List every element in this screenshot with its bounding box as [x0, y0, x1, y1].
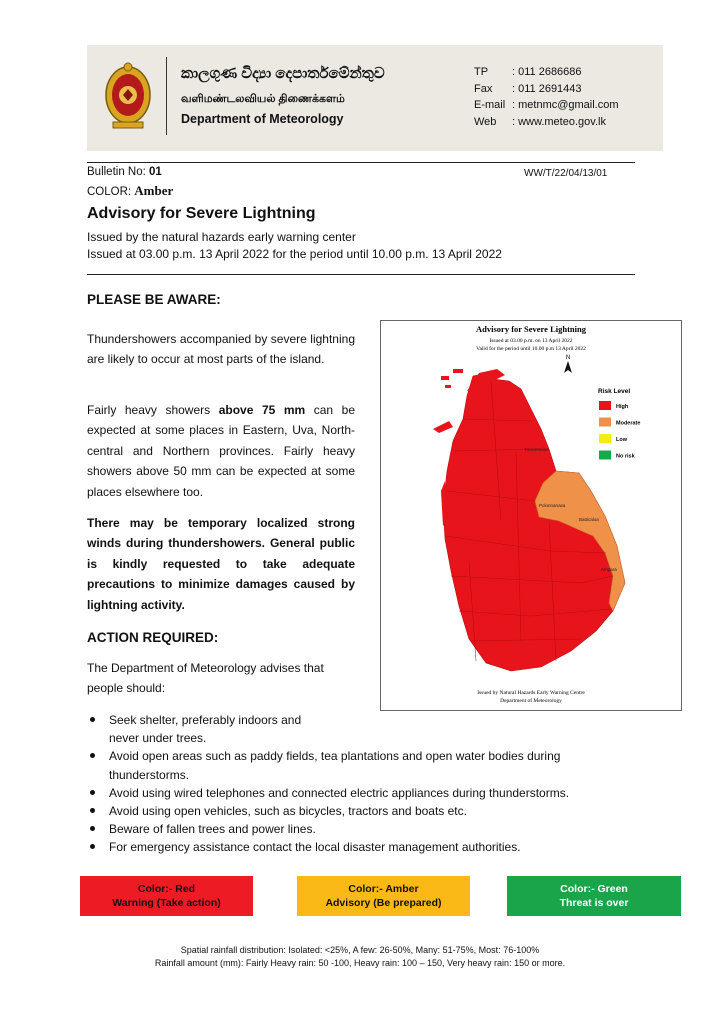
map-issued: Issued at 03.00 p.m. on 13 April 2022	[489, 338, 573, 344]
list-item: Avoid open areas such as paddy fields, tea plantations and open water bodies during	[87, 747, 647, 765]
footer-amounts: Rainfall amount (mm): Fairly Heavy rain: 50 -100, Heavy rain: 100 – 150, Very heavy rain: 150 or more.	[154, 958, 566, 968]
map-island	[453, 369, 463, 373]
sri-lanka-emblem-icon	[103, 59, 153, 133]
map-footer-2: Department of Meteorology	[500, 698, 562, 704]
list-item: Seek shelter, preferably indoors and	[87, 711, 647, 729]
action-list	[87, 711, 647, 857]
action-heading: ACTION REQUIRED:	[87, 630, 219, 645]
north-arrow-icon	[564, 355, 572, 373]
department-name-english: Department of Meteorology	[181, 112, 344, 126]
header-divider	[166, 57, 167, 135]
paragraph-heavy-showers: Fairly heavy showers above 75 mm can be expected at some places in Eastern, Uva, North-central and Northern provinces. Fairly heavy showers above 50 mm can be expected at some places elsewhere too.	[87, 403, 355, 499]
district-label: Trincomalee	[524, 447, 549, 452]
department-name-sinhala: කාලගුණ විද්‍යා දෙපාර්තමේන්තුව	[181, 65, 385, 82]
divider-top	[87, 162, 635, 163]
risk-swatch-no-risk	[599, 451, 611, 460]
risk-swatch-moderate	[599, 418, 611, 427]
district-label: Polonnaruwa	[539, 503, 566, 508]
risk-label: Moderate	[616, 420, 641, 427]
risk-legend-heading: Risk Level	[598, 388, 631, 395]
aware-heading: PLEASE BE AWARE:	[87, 292, 221, 307]
map-island	[441, 376, 449, 380]
paragraph-strong-winds: There may be temporary localized strong winds during thundershowers. General public is kindly requested to take adequate precautions to minimize damages caused by lightning activity.	[87, 516, 355, 612]
paragraph-advice: The Department of Meteorology advises that people should:	[87, 661, 324, 696]
map-mannar-region	[433, 421, 453, 433]
risk-label: High	[616, 404, 629, 410]
contact-phone: TP : 011 2686686	[474, 66, 582, 78]
risk-legend	[599, 401, 640, 460]
bulletin-color: COLOR: Amber	[87, 183, 174, 198]
sri-lanka-risk-map	[381, 321, 681, 710]
legend-green-over: Color:- Green Threat is over	[507, 876, 681, 916]
list-item: Avoid using open vehicles, such as bicycles, tractors and boats etc.	[87, 802, 647, 820]
map-footer-1: Issued by Natural Hazards Early Warning Centre	[477, 690, 585, 696]
map-title: Advisory for Severe Lightning	[476, 324, 586, 334]
issued-at: Issued at 03.00 p.m. 13 April 2022 for the period until 10.00 p.m. 13 April 2022	[87, 247, 502, 261]
map-island	[445, 385, 451, 388]
list-item: Avoid using wired telephones and connected electric appliances during thunderstorms.	[87, 784, 647, 802]
footer-distribution: Spatial rainfall distribution: Isolated: <25%, A few: 26-50%, Many: 51-75%, Most: 76-100%	[180, 945, 540, 955]
legend-amber-advisory: Color:- Amber Advisory (Be prepared)	[297, 876, 470, 916]
issued-info	[87, 229, 647, 263]
risk-label: Low	[616, 437, 627, 443]
list-item: For emergency assistance contact the local disaster management authorities.	[87, 838, 647, 856]
department-name-tamil: வளிமண்டலவியல் திணைக்களம்	[181, 93, 345, 105]
divider-middle	[87, 274, 635, 275]
issued-by: Issued by the natural hazards early warning center	[87, 230, 356, 244]
letterhead	[87, 45, 663, 151]
contact-email: E-mail : metnmc@gmail.com	[474, 99, 619, 111]
risk-label: No risk	[616, 453, 635, 460]
bulletin-number: Bulletin No: 01	[87, 166, 162, 178]
legend-red-warning: Color:- Red Warning (Take action)	[80, 876, 253, 916]
contact-fax: Fax : 011 2691443	[474, 82, 582, 95]
bulletin-reference: WW/T/22/04/13/01	[524, 168, 608, 179]
list-item: Beware of fallen trees and power lines.	[87, 820, 647, 838]
bulletin-title: Advisory for Severe Lightning	[87, 205, 316, 222]
paragraph-thundershowers: Thundershowers accompanied by severe lightning are likely to occur at most parts of the island.	[87, 332, 355, 367]
contact-web: Web : www.meteo.gov.lk	[474, 115, 606, 128]
risk-swatch-high	[599, 401, 611, 410]
risk-swatch-low	[599, 434, 611, 443]
district-label: Batticaloa	[579, 517, 599, 522]
risk-map	[380, 320, 682, 711]
north-label: N	[565, 355, 571, 361]
contact-details	[474, 64, 619, 130]
list-item-continued: never under trees.	[109, 731, 207, 746]
list-item-continued: thunderstorms.	[109, 767, 190, 782]
map-valid: Valid for the period until 10.00 p.m 13 April 2022	[476, 346, 586, 352]
district-label: Ampara	[601, 567, 617, 572]
